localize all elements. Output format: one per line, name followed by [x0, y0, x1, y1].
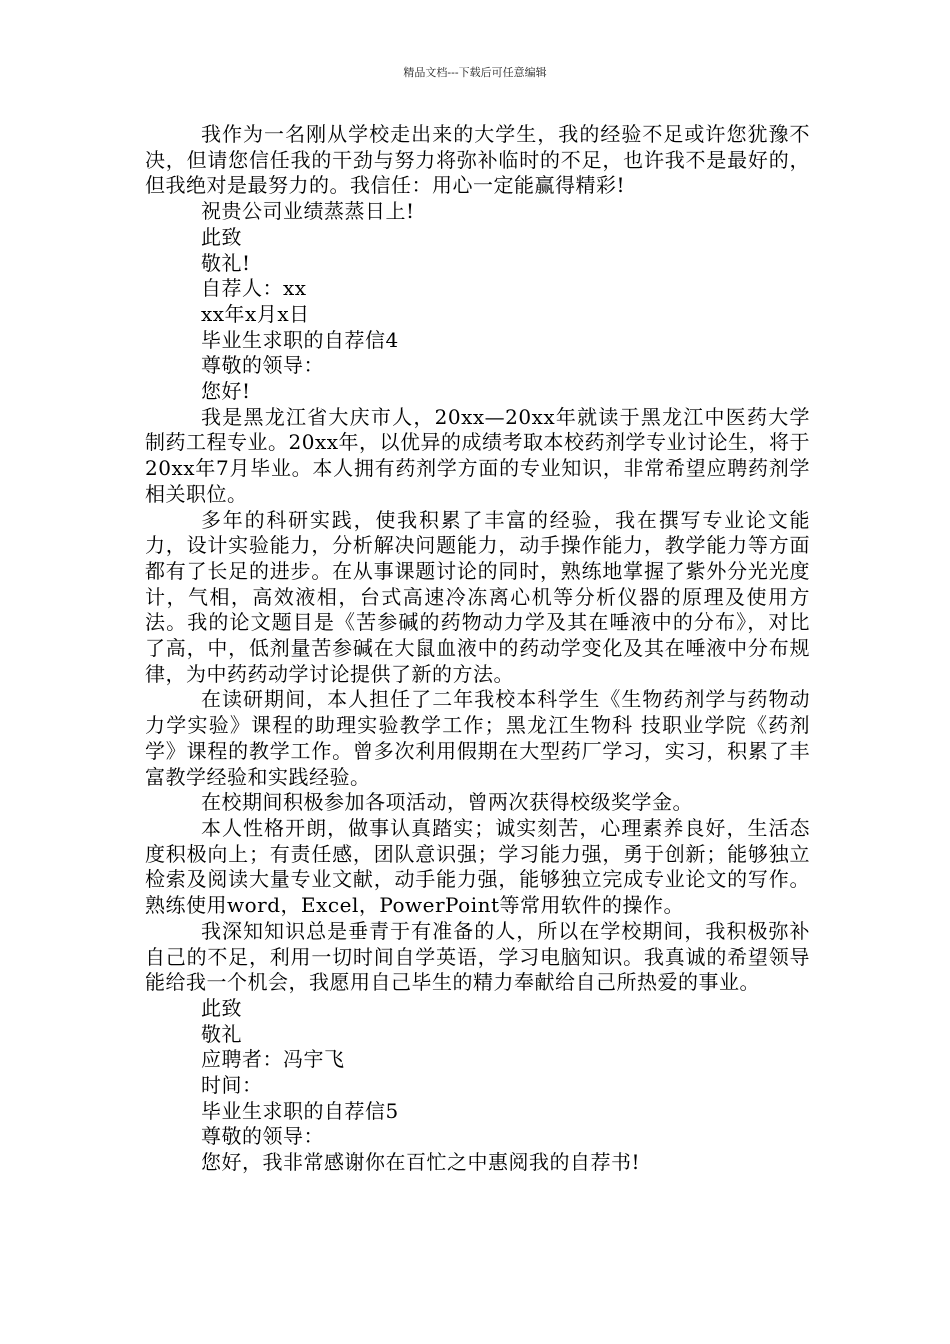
paragraph-teaching: 在读研期间，本人担任了二年我校本科学生《生物药剂学与药物动力学实验》课程的助理实验教学工作；黑龙江生物科 技职业学院《药剂学》课程的教学工作。曾多次利用假期在大型药厂学习，实习，积累了丰富教学经验和实践经验。 — [145, 687, 810, 789]
paragraph-personality: 本人性格开朗，做事认真踏实；诚实刻苦，心理素养良好，生活态度积极向上；有责任感，团队意识强；学习能力强，勇于创新；能够独立检索及阅读大量专业文献，动手能力强，能够独立完成专业论文的写作。熟练使用word，Excel，PowerPoint等常用软件的操作。 — [145, 815, 810, 918]
paragraph-hello: 您好! — [201, 379, 251, 404]
paragraph-date: xx年x月x日 — [201, 301, 310, 326]
paragraph-activities: 在校期间积极参加各项活动，曾两次获得校级奖学金。 — [201, 790, 693, 815]
paragraph-aspiration: 我深知知识总是垂青于有准备的人，所以在学校期间，我积极弥补自己的不足，利用一切时间自学英语，学习电脑知识。我真诚的希望领导能给我一个机会，我愿用自己毕生的精力奉献给自己所热爱的事业。 — [145, 918, 810, 995]
paragraph-salutation-3: 此致 — [201, 995, 242, 1020]
paragraph-time: 时间： — [201, 1073, 263, 1098]
section-title-5: 毕业生求职的自荐信5 — [201, 1098, 399, 1123]
document-body — [145, 122, 810, 1176]
paragraph-introduction: 我是黑龙江省大庆市人，20xx—20xx年就读于黑龙江中医药大学制药工程专业。20xx年，以优异的成绩考取本校药剂学专业讨论生，将于20xx年7月毕业。本人拥有药剂学方面的专业知识，非常希望应聘药剂学相关职位。 — [145, 404, 811, 506]
paragraph-greeting-leader-2: 尊敬的领导： — [201, 1124, 324, 1149]
paragraph-research: 多年的科研实践，使我积累了丰富的经验，我在撰写专业论文能力，设计实验能力，分析解决问题能力，动手操作能力，教学能力等方面都有了长足的进步。在从事课题讨论的同时，熟练地掌握了紫外分光光度计，气相，高效液相，台式高速冷冻离心机等分析仪器的原理及使用方法。我的论文题目是《苦参碱的药物动力学及其在唾液中的分布》，对比了高，中，低剂量苦参碱在大鼠血液中的药动学变化及其在唾液中分布规律，为中药药动学讨论提供了新的方法。 — [145, 507, 810, 686]
paragraph-salutation-4: 敬礼 — [201, 1021, 242, 1046]
page-header: 精品文档---下载后可任意编辑 — [403, 66, 547, 79]
paragraph-salutation-2: 敬礼! — [201, 250, 251, 275]
paragraph-thanks: 您好，我非常感谢你在百忙之中惠阅我的自荐书! — [201, 1150, 641, 1175]
paragraph-applicant: 应聘者：冯宇飞 — [201, 1047, 345, 1072]
paragraph-closing-statement: 我作为一名刚从学校走出来的大学生，我的经验不足或许您犹豫不决，但请您信任我的干劲与努力将弥补临时的不足，也许我不是最好的，但我绝对是最努力的。我信任：用心一定能赢得精彩! — [145, 122, 810, 198]
section-title-4: 毕业生求职的自荐信4 — [201, 327, 399, 352]
paragraph-signer: 自荐人：xx — [201, 276, 307, 301]
paragraph-wishes: 祝贵公司业绩蒸蒸日上! — [201, 199, 415, 224]
paragraph-salutation-1: 此致 — [201, 224, 242, 249]
paragraph-greeting-leader: 尊敬的领导： — [201, 353, 324, 378]
